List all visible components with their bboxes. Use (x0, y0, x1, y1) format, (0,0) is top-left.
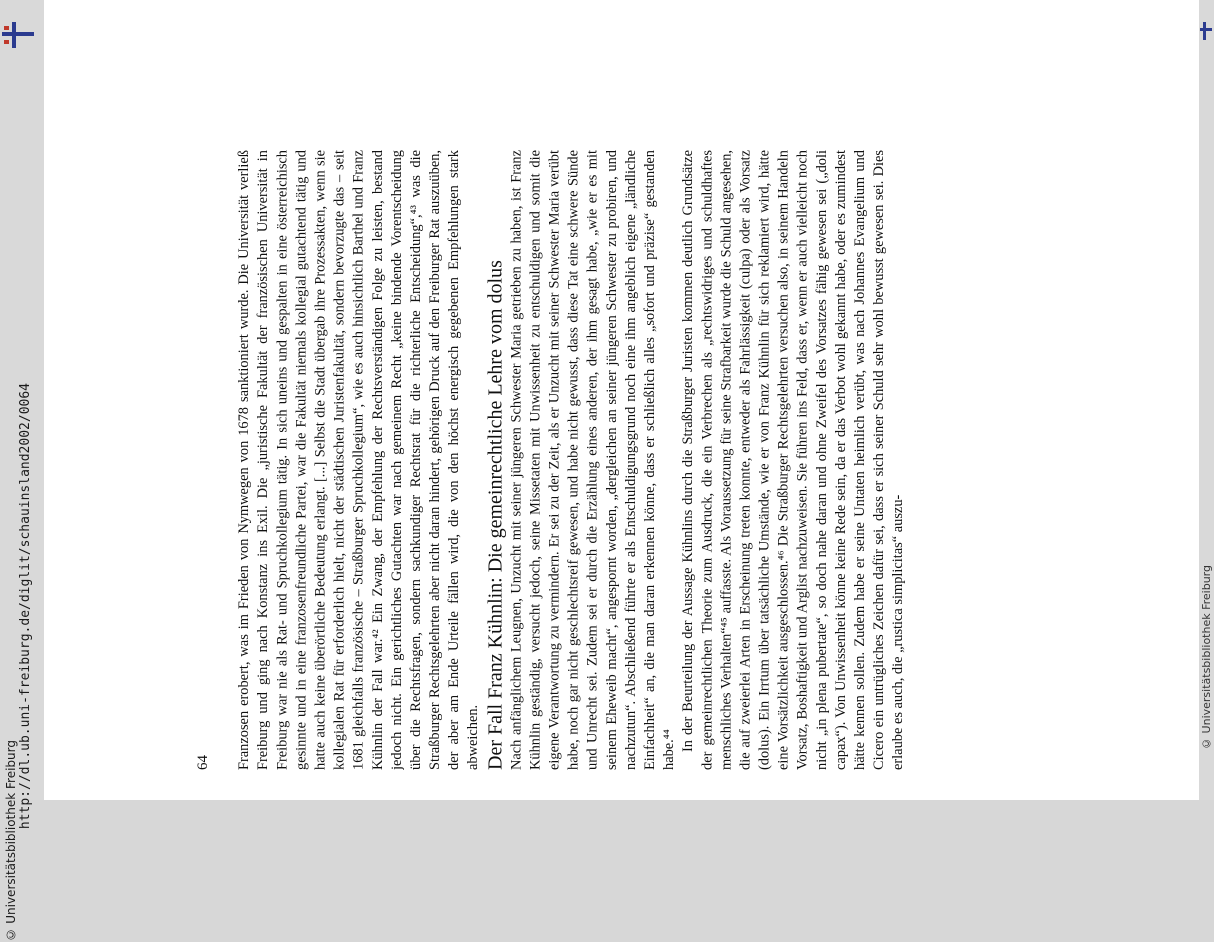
library-logo-icon (2, 22, 34, 48)
viewer-left-margin (0, 0, 44, 942)
paragraph-2: Nach anfänglichem Leugnen, Unzucht mit seiner jüngeren Schwester Maria getrieben zu haben, ist Franz Kühnlin geständig, versucht jedoch, seine Missetaten mit Unwissenheit zu entschuldigen und somit die eigene Verantwortung zu vermindern. Er sei zu der Zeit, als er Unzucht mit seiner Schwester Maria verübt habe, noch gar nicht geschlechtsreif gewesen, und habe nicht gewusst, dass diese Tat eine schwere Sünde und Unrecht sei. Zudem sei er durch die Erzählung eines anderen, der ihm gesagt habe, „wie er es mit seinem Eheweib macht“, angespornt worden, „dergleichen an seiner jüngeren Schwester zu probiren, und nachzutun“. Abschließend führte er als Entschuldigungsgrund noch eine ihm angeblich eigene „ländliche Einfachheit“ an, die man daran erkennen könne, dass er schließlich alles „sofort und präzise“ gestanden habe.⁴⁴ (508, 150, 678, 770)
page-number: 64 (195, 755, 211, 770)
scanned-page (44, 0, 1199, 800)
url-caption[interactable]: http://dl.ub.uni-freiburg.de/diglit/schauinsland2002/0064 (18, 383, 33, 830)
right-copyright-caption: © Universitätsbibliothek Freiburg (1200, 565, 1213, 750)
section-heading: Der Fall Franz Kühnlin: Die gemeinrechtliche Lehre vom dolus (484, 260, 507, 770)
copyright-caption: © Universitätsbibliothek Freiburg (4, 740, 18, 942)
paragraph-1: Franzosen erobert, was im Frieden von Nymwegen von 1678 sanktioniert wurde. Die Universität verließ Freiburg und ging nach Konstanz ins Exil. Die „juristische Fakultät der französischen Universität in Freiburg war nie als Rat- und Spruchkollegium tätig. In sich uneins und gespalten in eine österreichisch gesinnte und in eine franzosenfreundliche Partei, war die Fakultät niemals kollegial gutachtend tätig und hatte auch keine überörtliche Bedeutung erlangt. [...] Selbst die Stadt übergab ihre Prozessakten, wenn sie kollegialen Rat für erforderlich hielt, nicht der städtischen Juristenfakultät, sondern bevorzugte das – seit 1681 gleichfalls französische – Straßburger Spruchkollegium“, wie es auch hinsichtlich Barthel und Franz Kühnlin der Fall war.⁴² Ein Zwang, der Empfehlung der Rechtsverständigen Folge zu leisten, bestand jedoch nicht. Ein gerichtliches Gutachten war nach gemeinem Recht „keine bindende Vorentscheidung über die Rechtsfragen, sondern sachkundiger Rechtsrat für die richterliche Entscheidung“,⁴³ was die Straßburger Rechtsgelehrten aber nicht daran hindert, gehörigen Druck auf den Freiburger Rat auszuüben, der aber am Ende Urteile fällen wird, die von den höchst energisch gegebenen Empfehlungen stark abweichen. (236, 150, 482, 770)
paragraph-3: In der Beurteilung der Aussage Kühnlins durch die Straßburger Juristen kommen deutlich Grundsätze der gemeinrechtlichen Theorie zum Ausdruck, die ein Verbrechen als „rechtswidriges und schuldhaftes menschliches Verhalten“⁴⁵ auffasste. Als Voraussetzung für seine Strafbarkeit wurde die Schuld angesehen, die auf zweierlei Arten in Erscheinung treten konnte, entweder als Fahrlässigkeit (culpa) oder als Vorsatz (dolus). Ein Irrtum über tatsächliche Umstände, wie er von Franz Kühnlin für sich reklamiert wird, hätte eine Vorsätzlichkeit ausgeschlossen.⁴⁶ Die Straßburger Rechtsgelehrten versuchen also, in seinem Handeln Vorsatz, Boshaftigkeit und Arglist nachzuweisen. Sie führen ins Feld, dass er, wenn er auch vielleicht noch nicht „in plena pubertate“, so doch nahe daran und ohne Zweifel des Vorsatzes fähig gewesen sei („doli capax“). Von Unwissenheit könne keine Rede sein, da er das Verbot wohl gekannt habe, oder es zumindest hätte kennen sollen. Zudem habe er seine Untaten heimlich verübt, was nach Johannes Evangelium und Cicero ein untrügliches Zeichen dafür sei, dass er sich seiner Schuld sehr wohl bewusst gewesen sei. Dies erlaube es auch, die „rustica simplicitas“ auszu- (680, 150, 907, 770)
page-text-rotated (194, 150, 1124, 770)
library-logo-icon-right (1200, 22, 1212, 40)
